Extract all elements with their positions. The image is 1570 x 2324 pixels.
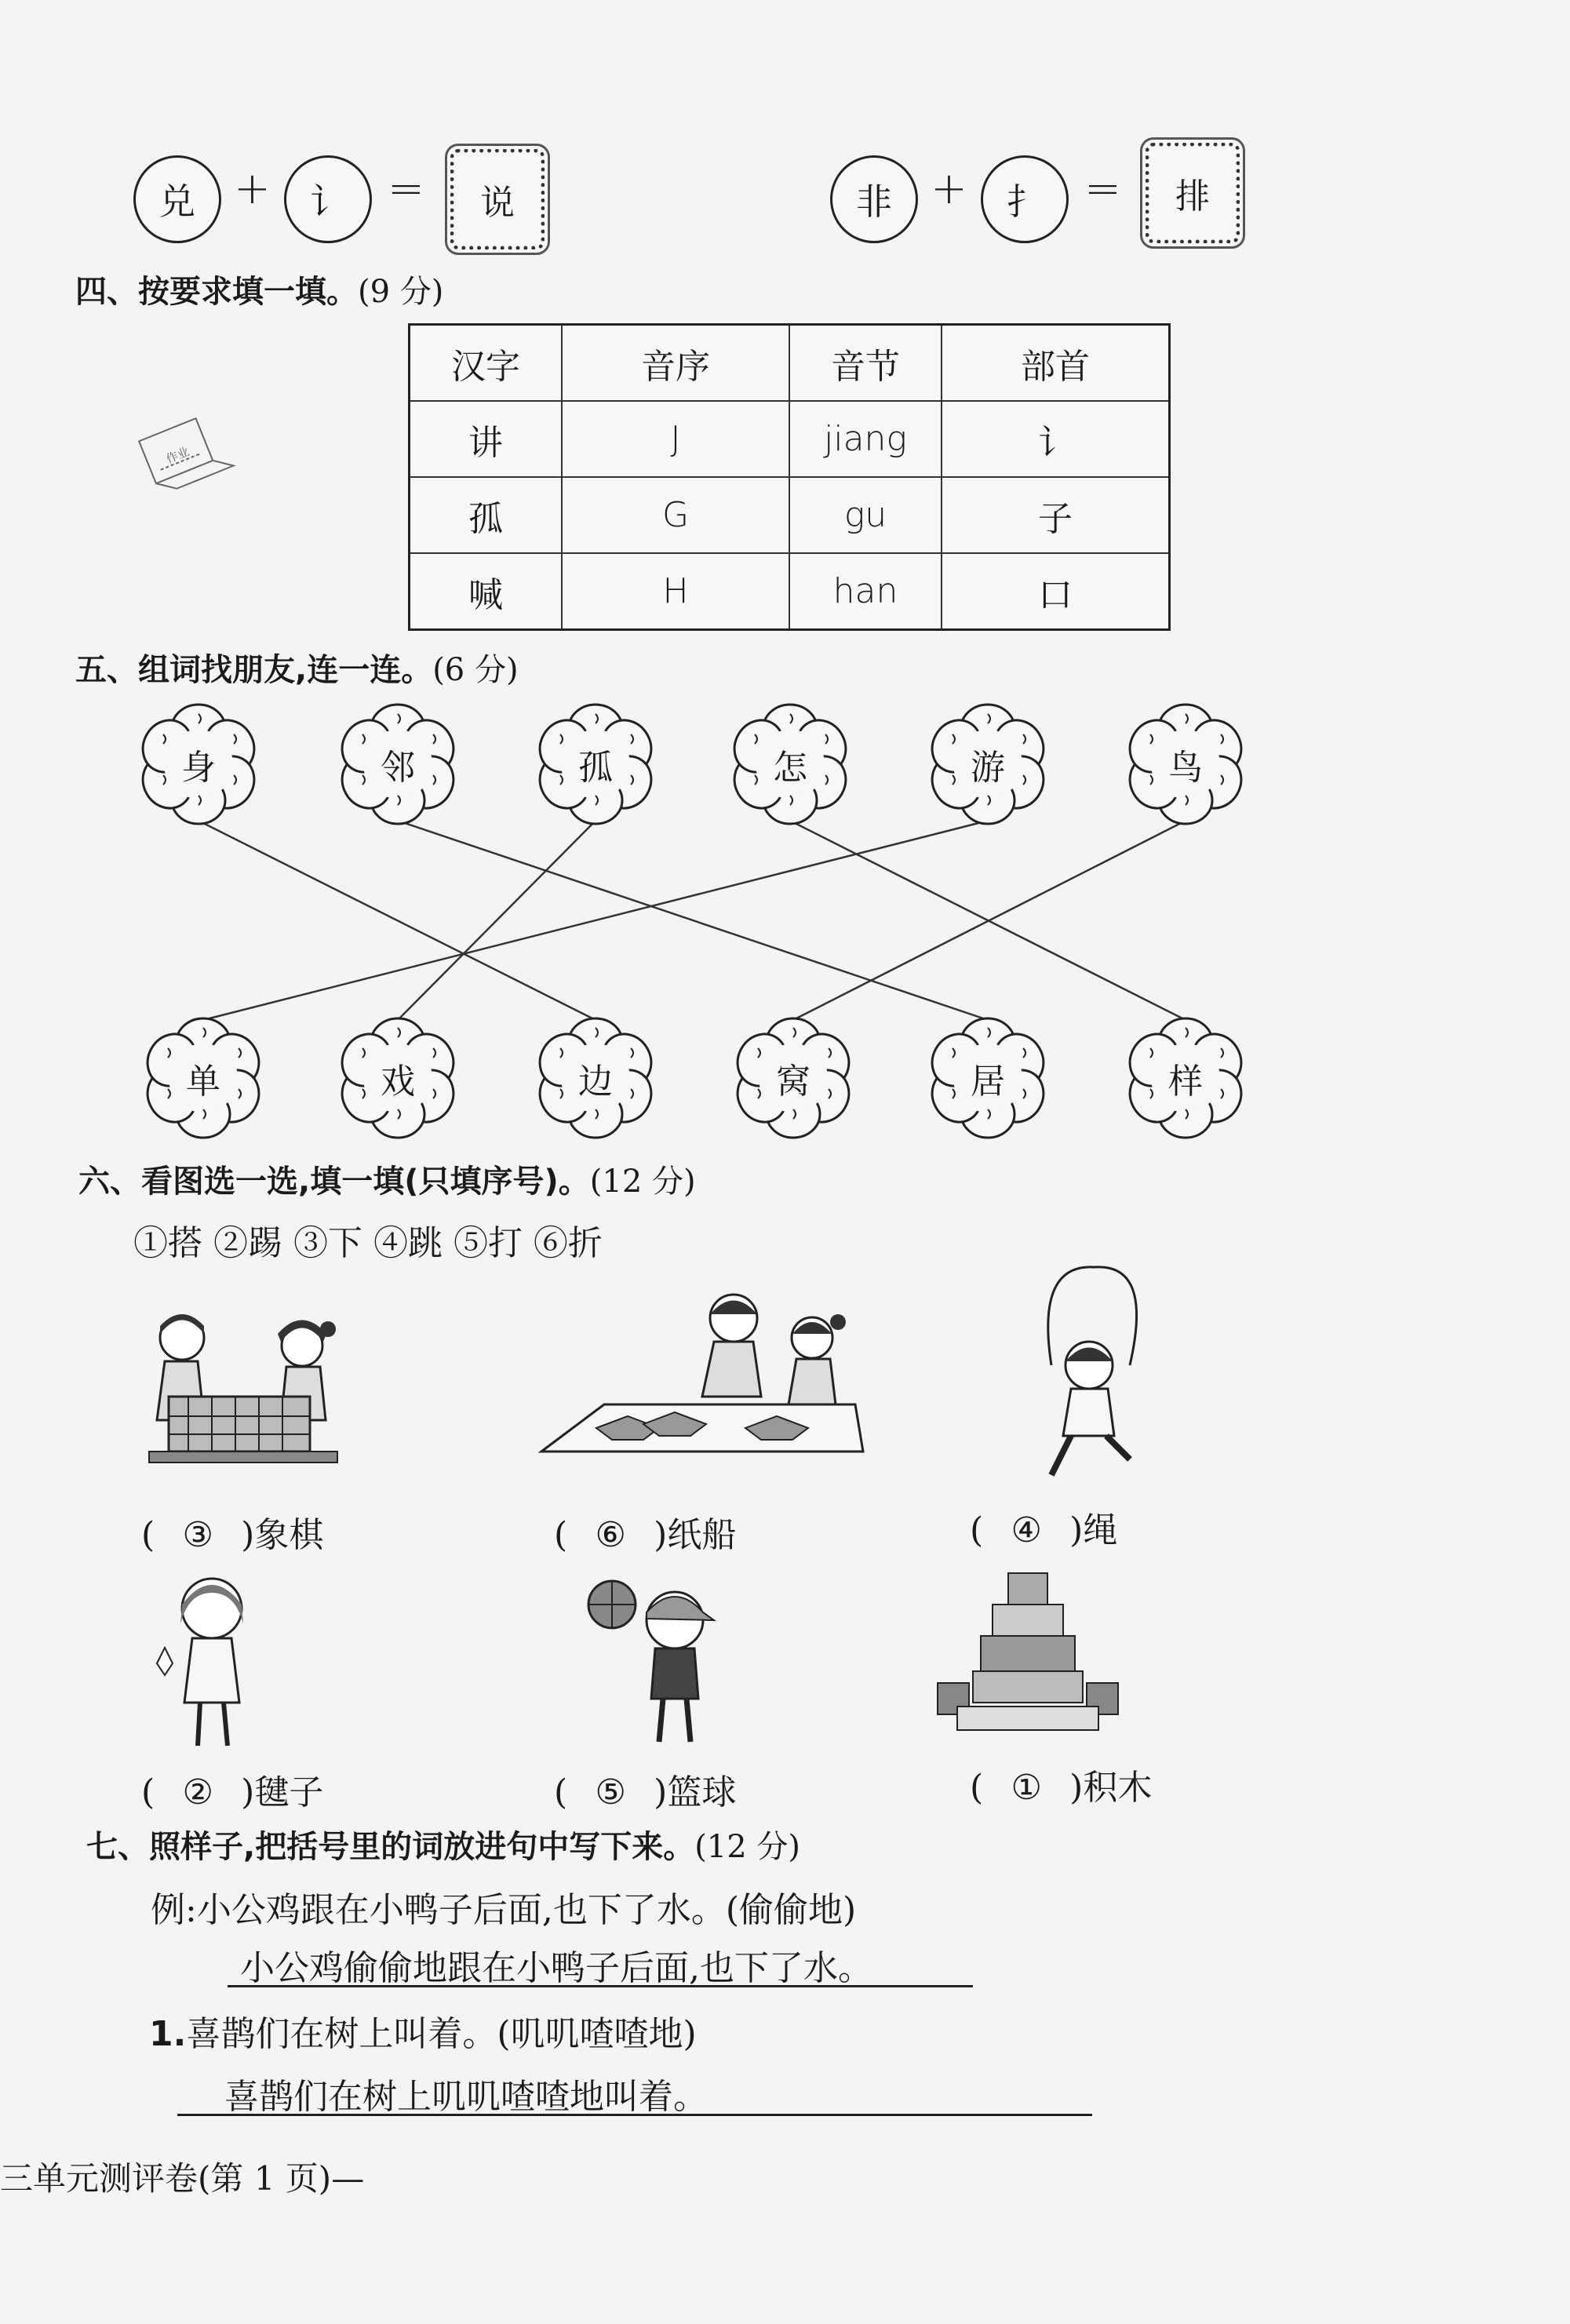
example-label: 例: <box>151 1890 197 1930</box>
table-cell: G <box>562 477 789 553</box>
example-answer: 小公鸡偷偷地跟在小鸭子后面,也下了水。 <box>240 1948 872 1988</box>
flower-char: 怎 <box>773 748 807 788</box>
question1-sentence: 喜鹊们在树上叫着。(叽叽喳喳地) <box>186 2014 697 2054</box>
stamp-label: 作业 <box>164 444 191 467</box>
blank-shuttlecock[interactable]: ( ② )毽子 <box>141 1772 324 1812</box>
answer-rope: ④ <box>1011 1510 1042 1550</box>
example-answer-line <box>228 1985 973 1987</box>
flower-char: 游 <box>971 748 1005 788</box>
word-blocks: 积木 <box>1083 1768 1153 1808</box>
table-header-cell: 音序 <box>562 325 789 402</box>
blank-basketball[interactable]: ( ⑤ )篮球 <box>554 1772 737 1812</box>
eq2-result-box[interactable]: 排 <box>1146 143 1240 243</box>
answer-basketball: ⑤ <box>595 1772 626 1812</box>
basketball-player-picture <box>581 1573 738 1754</box>
table-header-cell: 音节 <box>789 325 942 402</box>
plus-sign: + <box>234 163 271 214</box>
table-cell: 讠 <box>942 401 1170 477</box>
section6-score: (12 分) <box>589 1164 696 1200</box>
word-shuttlecock: 毽子 <box>254 1772 324 1812</box>
table-cell: 子 <box>942 477 1170 553</box>
table-header-cell: 汉字 <box>410 325 563 402</box>
answer-boat: ⑥ <box>595 1515 626 1555</box>
question1-answer-line <box>177 2114 1092 2116</box>
answer-shuttlecock: ② <box>182 1772 213 1812</box>
shuttlecock-picture <box>141 1561 275 1758</box>
section4-title: 四、按要求填一填。 <box>75 274 358 310</box>
table-cell: J <box>562 401 789 477</box>
word-rope: 绳 <box>1083 1510 1118 1550</box>
flower-char: 边 <box>578 1062 613 1102</box>
table-header-cell: 部首 <box>942 325 1170 402</box>
building-blocks-picture <box>934 1565 1122 1746</box>
flower-bottom-1[interactable] <box>138 1017 268 1139</box>
match-line <box>398 821 988 1020</box>
example-sentence: 小公鸡跟在小鸭子后面,也下了水。(偷偷地) <box>196 1890 857 1930</box>
eq1-component-a: 兑 <box>133 155 221 243</box>
table-cell: 讲 <box>410 401 563 477</box>
flower-bottom-3[interactable] <box>530 1017 661 1139</box>
flower-bottom-5[interactable] <box>923 1017 1053 1139</box>
flower-top-4[interactable] <box>725 703 855 825</box>
flower-top-6[interactable] <box>1120 703 1251 825</box>
eq1-result-box[interactable]: 说 <box>450 149 545 250</box>
table-cell: H <box>562 553 789 630</box>
flower-char: 单 <box>186 1062 220 1102</box>
flower-bottom-2[interactable] <box>333 1017 463 1139</box>
flower-top-5[interactable] <box>923 703 1053 825</box>
flower-char: 戏 <box>381 1062 415 1102</box>
flower-char: 窝 <box>776 1062 810 1102</box>
word-boat: 纸船 <box>667 1515 737 1555</box>
section5-score: (6 分) <box>432 652 519 688</box>
flower-top-1[interactable] <box>133 703 264 825</box>
word-chess: 象棋 <box>254 1515 324 1555</box>
flower-char: 身 <box>181 748 216 788</box>
answer-chess: ③ <box>182 1515 213 1555</box>
blank-chess[interactable]: ( ③ )象棋 <box>141 1515 324 1555</box>
word-basketball: 篮球 <box>667 1772 737 1812</box>
jump-rope-picture <box>1020 1263 1161 1491</box>
question1-number: 1. <box>149 2014 187 2054</box>
eq1-component-b: 讠 <box>284 155 372 243</box>
flower-bottom-6[interactable] <box>1120 1017 1251 1139</box>
table-cell: jiang <box>789 401 942 477</box>
blank-blocks[interactable]: ( ① )积木 <box>970 1768 1153 1808</box>
section7-title: 七、照样子,把括号里的词放进句中写下来。 <box>86 1829 695 1865</box>
question1-line <box>149 2005 697 2056</box>
table-cell: gu <box>789 477 942 553</box>
match-line <box>398 821 596 1020</box>
eq2-component-a: 非 <box>830 155 918 243</box>
section7-heading <box>86 1822 800 1867</box>
eq2-component-b: 扌 <box>981 155 1069 243</box>
section7-score: (12 分) <box>694 1829 801 1865</box>
match-line <box>203 821 988 1020</box>
flower-char: 鸟 <box>1168 748 1203 788</box>
section5-title: 五、组词找朋友,连一连。 <box>75 652 433 688</box>
table-cell: 喊 <box>410 553 563 630</box>
chess-players-picture <box>141 1302 353 1475</box>
section6-heading <box>78 1157 696 1201</box>
plus-sign: + <box>931 163 967 214</box>
section4-score: (9 分) <box>358 274 444 310</box>
section6-title: 六、看图选一选,填一填(只填序号)。 <box>78 1164 590 1200</box>
word-options: ①搭 ②踢 ③下 ④跳 ⑤打 ⑥折 <box>133 1223 603 1263</box>
answer-blocks: ① <box>1011 1768 1042 1808</box>
flower-char: 居 <box>971 1062 1005 1102</box>
paper-boat-picture <box>534 1287 879 1475</box>
match-line <box>199 821 596 1020</box>
flower-char: 孤 <box>578 748 613 788</box>
table-cell: han <box>789 553 942 630</box>
equals-sign: = <box>388 163 424 214</box>
blank-boat[interactable]: ( ⑥ )纸船 <box>554 1515 737 1555</box>
example-line <box>151 1881 856 1932</box>
question1-answer[interactable]: 喜鹊们在树上叽叽喳喳地叫着。 <box>224 2077 708 2117</box>
flower-char: 邻 <box>381 748 415 788</box>
equals-sign: = <box>1084 163 1121 214</box>
flower-top-2[interactable] <box>333 703 463 825</box>
flower-bottom-4[interactable] <box>728 1017 858 1139</box>
blank-rope[interactable]: ( ④ )绳 <box>970 1510 1118 1550</box>
flower-top-3[interactable] <box>530 703 661 825</box>
page-footer: 三单元测评卷(第 1 页)— <box>0 2159 365 2198</box>
flower-char: 样 <box>1168 1062 1203 1102</box>
table-cell: 口 <box>942 553 1170 630</box>
table-cell: 孤 <box>410 477 563 553</box>
